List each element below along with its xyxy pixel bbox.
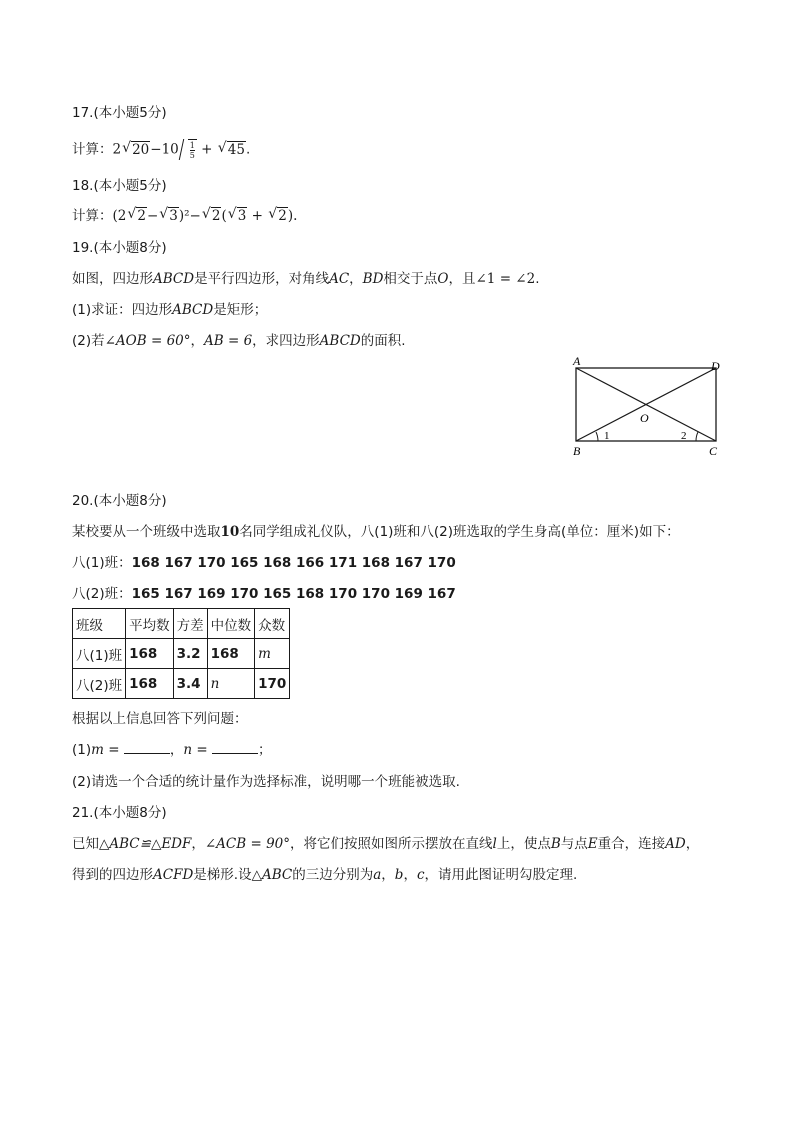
q21-l1-12: ， <box>685 836 700 852</box>
q19-stem-6: 相交于点 <box>383 271 438 287</box>
q19-stem-5: BD <box>362 271 384 287</box>
q17-plus: + <box>201 141 213 158</box>
q18-open2: ( <box>221 208 227 224</box>
table-cell: 168 <box>207 639 255 669</box>
q21-l2-9: c <box>416 867 425 883</box>
q21-l1-4: ，将它们按照如图所示摆放在直线 <box>290 836 493 852</box>
q20-stem-2: 名同学组成礼仪队，八(1)班和八(2)班选取的学生身高(单位：厘米)如下： <box>239 524 680 540</box>
q17-rad3: 45 <box>227 141 245 158</box>
q19-stem <box>72 270 540 288</box>
q21-line2 <box>72 866 577 884</box>
q17-rad1: 20 <box>132 141 150 158</box>
label-c: C <box>709 444 718 458</box>
label-d: D <box>711 359 720 373</box>
sqrt-3-b <box>228 207 248 225</box>
q18-close: )²− <box>178 208 201 224</box>
q21-l2-2: 是梯形.设 <box>193 867 252 883</box>
q18-plus: + <box>251 208 263 224</box>
q21-l1-1: △ABC≌△EDF <box>99 836 192 852</box>
q19-stem-10: . <box>535 271 540 287</box>
q20-p1-m: m = <box>91 742 120 758</box>
q19-part1 <box>72 301 267 319</box>
blank-n[interactable] <box>212 741 258 754</box>
q20-class1-heights <box>72 554 456 572</box>
q20-p1-sep: ， <box>169 742 184 758</box>
q19-p2-4: ，求四边形 <box>252 333 320 349</box>
table-cell: 168 <box>126 669 174 699</box>
q21-l1-5: l <box>492 836 497 852</box>
table-header-row <box>73 609 290 639</box>
q20-stem <box>72 523 680 541</box>
q19-p2-3: AB = 6 <box>204 333 253 349</box>
q19-stem-4: ， <box>349 271 363 287</box>
q21-l1-11: AD <box>665 836 686 852</box>
q19-p1-1: ABCD <box>172 302 214 318</box>
q19-stem-2: 是平行四边形，对角线 <box>194 271 330 287</box>
q20-c1-values: 168 167 170 165 168 166 171 168 167 170 <box>131 555 456 571</box>
q21-l1-10: 重合，连接 <box>597 836 666 852</box>
blank-m[interactable] <box>124 741 170 754</box>
q20-header: 20.(本小题8分) <box>72 493 167 509</box>
q18-expression <box>72 207 297 225</box>
q19-part2 <box>72 332 406 350</box>
q19-p1-0: (1)求证：四边形 <box>72 302 173 318</box>
q21-l2-4: 的三边分别为 <box>292 867 374 883</box>
q21-l1-6: 上，使点 <box>496 836 551 852</box>
table-row <box>73 669 290 699</box>
q19-stem-8: ，且 <box>448 271 476 287</box>
q18-rad1: 2 <box>137 208 146 224</box>
q21-l1-0: 已知 <box>72 836 99 852</box>
sqrt-3 <box>159 207 179 225</box>
q20-c2-values: 165 167 169 170 165 168 170 170 169 167 <box>131 586 456 602</box>
q21-l2-8: ， <box>403 867 417 883</box>
q21-l2-5: a <box>373 867 382 883</box>
sqrt-one-fifth <box>179 139 197 160</box>
q19-stem-0: 如图，四边形 <box>72 271 153 287</box>
q19-p2-1: ∠AOB = 60° <box>104 333 191 349</box>
rectangle-figure <box>566 356 736 460</box>
q20-part1 <box>72 741 271 759</box>
label-a: A <box>573 356 581 368</box>
table-cell: 八(1)班 <box>73 639 126 669</box>
q18-rad3: 2 <box>211 208 221 224</box>
q19-p1-2: 是矩形； <box>213 302 268 318</box>
q17-end: . <box>245 141 251 158</box>
q21-l2-3: △ABC <box>251 867 293 883</box>
label-angle-1: 1 <box>604 430 610 442</box>
q21-l2-7: b <box>394 867 404 883</box>
q19-header: 19.(本小题8分) <box>72 240 167 256</box>
sqrt-2 <box>127 207 147 225</box>
q17-coef: 2 <box>112 141 122 158</box>
q20-stem-1: 10 <box>220 524 240 540</box>
table-header: 方差 <box>173 609 207 639</box>
q21-l2-1: ACFD <box>153 867 194 883</box>
q21-l1-3: ∠ACB = 90° <box>204 836 291 852</box>
q18-minus: − <box>146 208 159 224</box>
q18-rad5: 2 <box>278 208 287 224</box>
angle-2-arc <box>696 432 698 441</box>
q17-header: 17.(本小题5分) <box>72 105 167 121</box>
q20-p1-0: (1) <box>72 742 92 758</box>
q18-open: (2 <box>112 208 127 224</box>
q19-stem-1: ABCD <box>153 271 195 287</box>
q20-c2-label: 八(2)班： <box>72 586 132 602</box>
sqrt-20 <box>122 141 150 159</box>
q17-fraction <box>190 141 195 160</box>
table-cell: 八(2)班 <box>73 669 126 699</box>
angle-1-arc <box>596 432 598 441</box>
q21-l1-7: B <box>550 836 561 852</box>
sqrt-2-c <box>268 207 288 225</box>
q19-p2-0: (2)若 <box>72 333 105 349</box>
q17-frac-num: 1 <box>189 141 195 150</box>
q18-rad4: 3 <box>237 208 247 224</box>
q18-end: ). <box>287 208 298 224</box>
q21-l1-2: ， <box>191 836 205 852</box>
q19-stem-3: AC <box>329 271 350 287</box>
q17-frac-den: 5 <box>189 151 195 160</box>
q19-p2-6: 的面积. <box>360 333 406 349</box>
q21-l2-10: ，请用此图证明勾股定理. <box>424 867 578 883</box>
label-o: O <box>640 411 649 425</box>
table-cell: 3.4 <box>173 669 207 699</box>
q20-prompt: 根据以上信息回答下列问题： <box>72 711 248 727</box>
label-angle-2: 2 <box>681 430 687 442</box>
q19-stem-7: O <box>437 271 449 287</box>
q20-stem-0: 某校要从一个班级中选取 <box>72 524 221 540</box>
q21-header: 21.(本小题8分) <box>72 805 167 821</box>
q18-label: 计算： <box>72 208 113 224</box>
table-header: 班级 <box>73 609 126 639</box>
q19-stem-9: ∠1 = ∠2 <box>475 271 536 287</box>
q18-header: 18.(本小题5分) <box>72 178 167 194</box>
table-cell: 168 <box>126 639 174 669</box>
q21-l2-6: ， <box>381 867 395 883</box>
q17-expression <box>72 139 250 160</box>
table-cell: 3.2 <box>173 639 207 669</box>
table-cell: 170 <box>255 669 290 699</box>
sqrt-45 <box>218 141 246 159</box>
table-header: 众数 <box>255 609 290 639</box>
table-header: 平均数 <box>126 609 174 639</box>
q21-l1-8: 与点 <box>560 836 588 852</box>
q20-p1-end: ； <box>257 742 272 758</box>
q17-label: 计算： <box>72 141 113 158</box>
q17-minus: −10 <box>150 141 179 158</box>
q21-l1-9: E <box>587 836 598 852</box>
q20-c1-label: 八(1)班： <box>72 555 132 571</box>
table-row <box>73 639 290 669</box>
sqrt-2-b <box>202 207 222 225</box>
q19-p2-5: ABCD <box>319 333 361 349</box>
q20-p1-n: n = <box>183 742 208 758</box>
table-cell: n <box>207 669 255 699</box>
q19-p2-2: ， <box>190 333 204 349</box>
label-b: B <box>573 444 581 458</box>
table-cell: m <box>255 639 290 669</box>
q21-line1 <box>72 835 699 853</box>
q21-l2-0: 得到的四边形 <box>72 867 153 883</box>
q20-class2-heights <box>72 585 456 603</box>
table-header: 中位数 <box>207 609 255 639</box>
q20-part2: (2)请选一个合适的统计量作为选择标准，说明哪一个班能被选取. <box>72 774 460 790</box>
stats-table <box>72 608 290 699</box>
q18-rad2: 3 <box>169 208 178 224</box>
